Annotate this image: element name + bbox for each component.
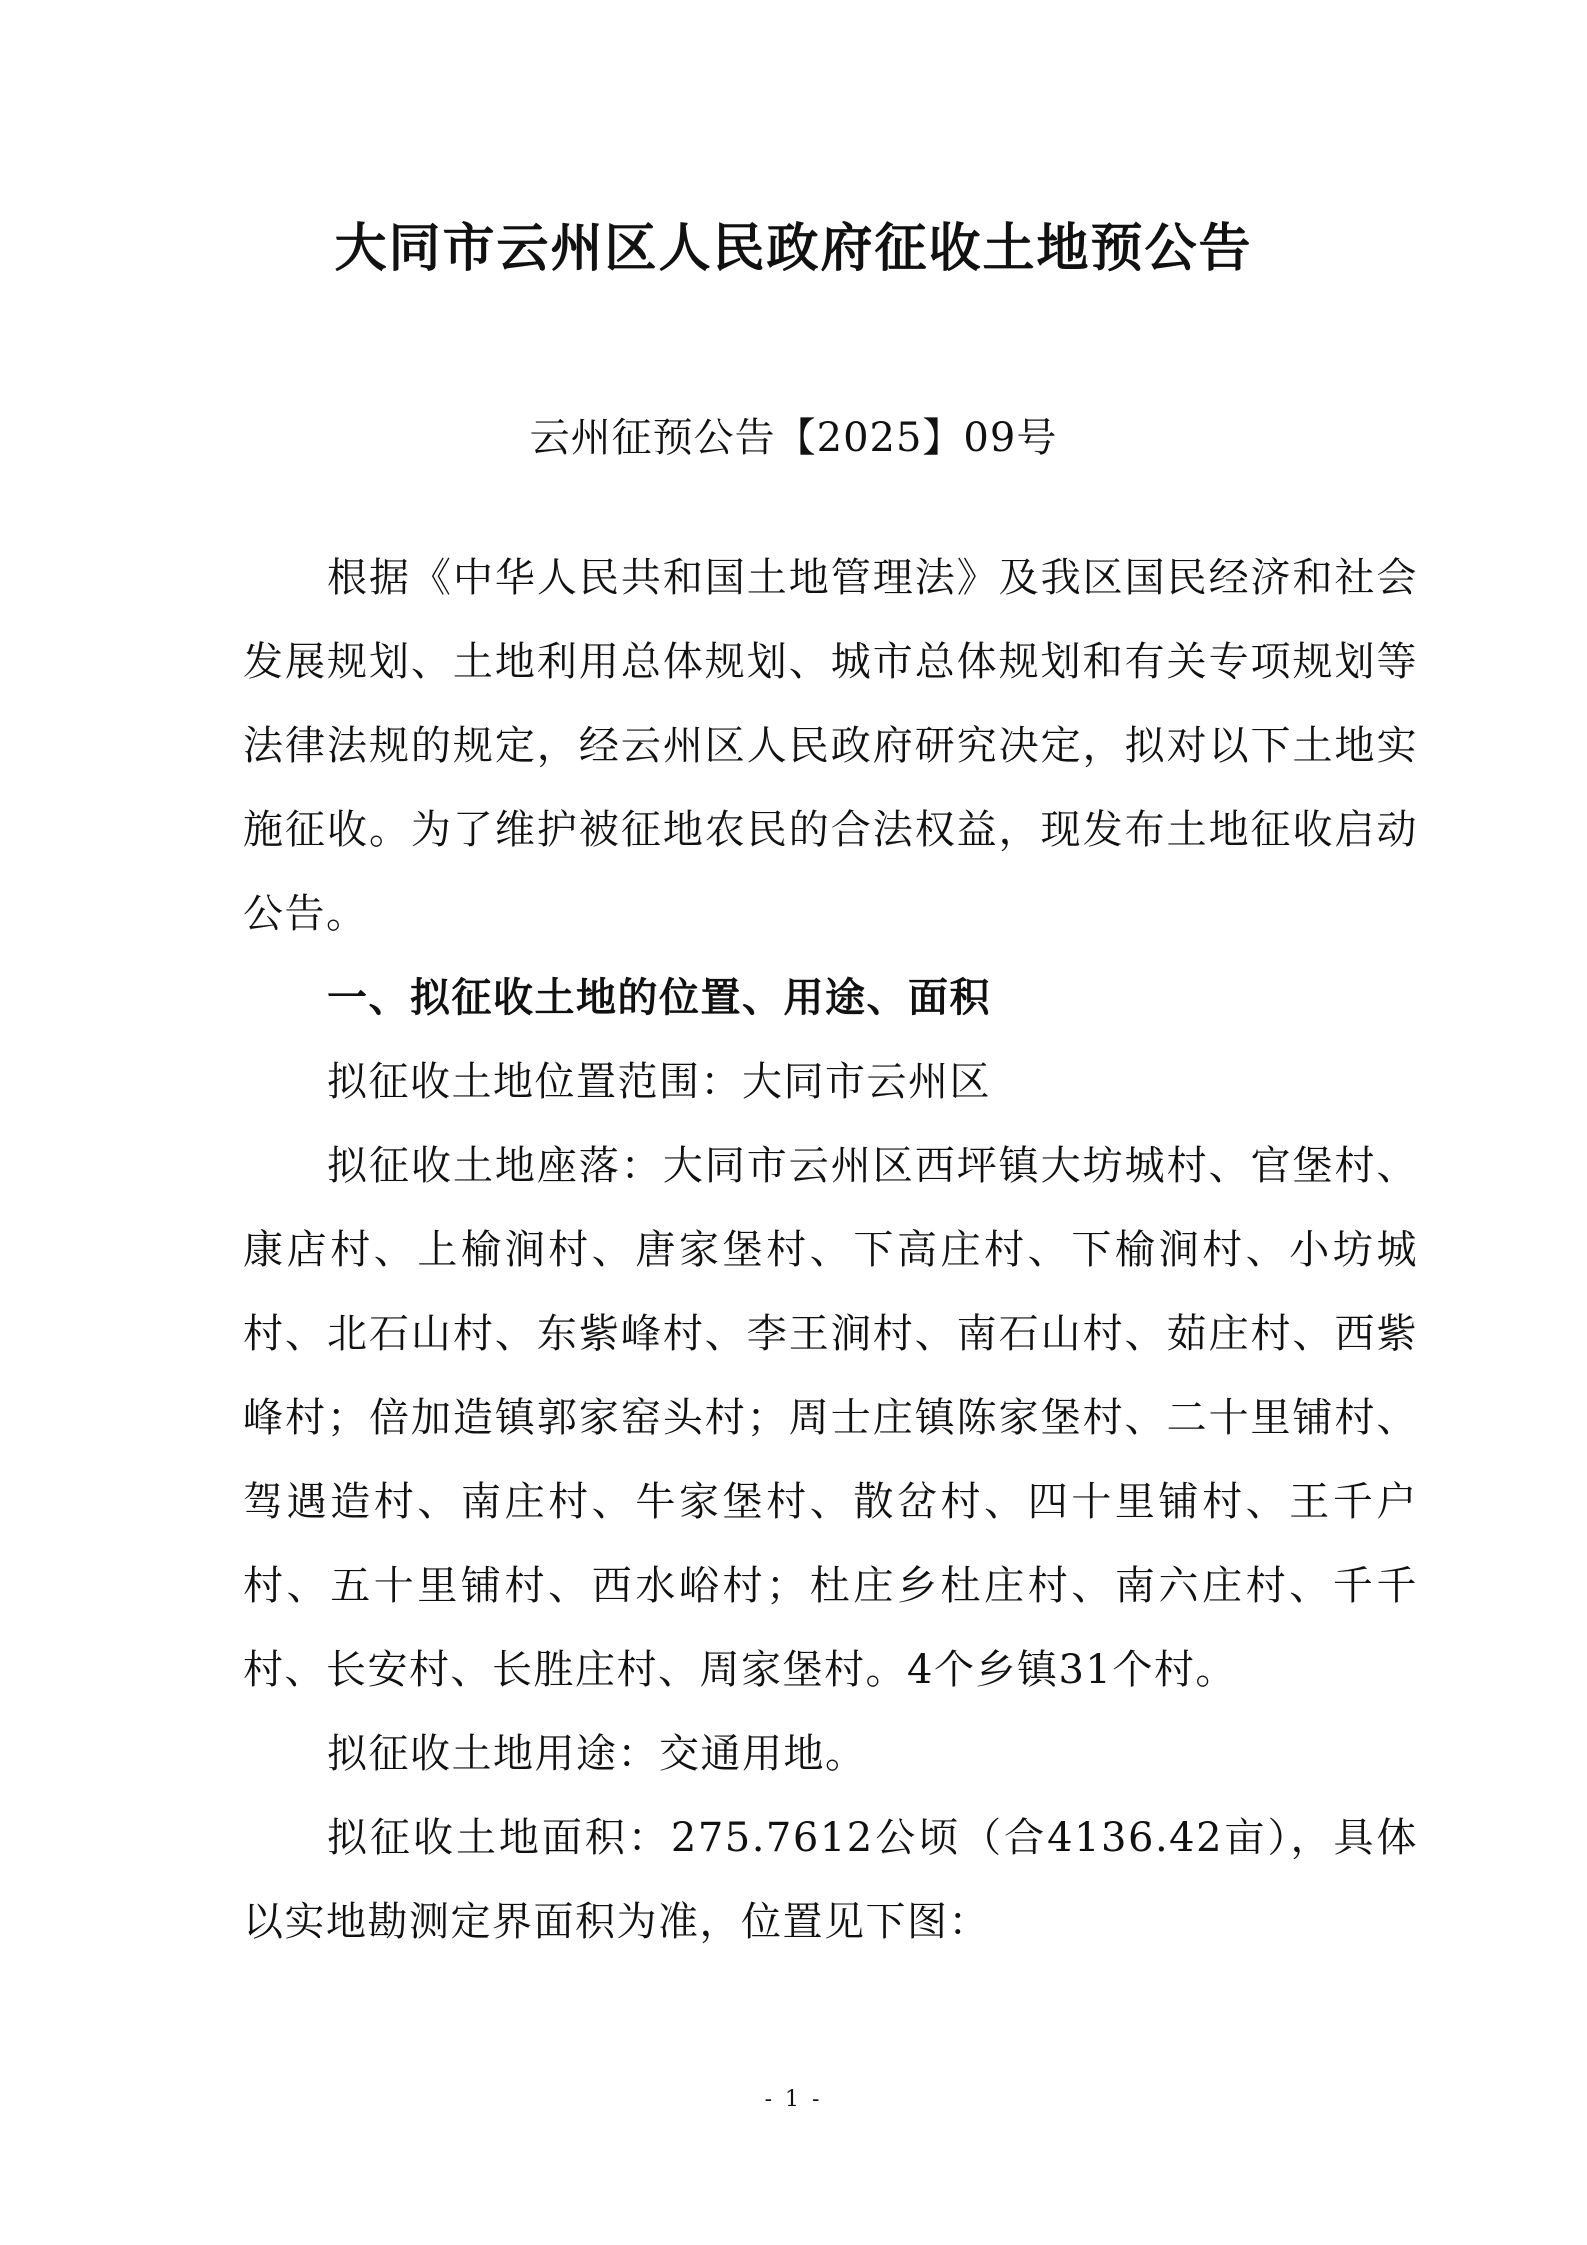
land-usage: 拟征收土地用途：交通用地。 [327,1731,867,1777]
document-body [243,536,1418,1964]
page-number: - 1 - [764,2087,823,2112]
land-site-list: 拟征收土地座落：大同市云州区西坪镇大坊城村、官堡村、康店村、上榆涧村、唐家堡村、下高庄村、下榆涧村、小坊城村、北石山村、东紫峰村、李王涧村、南石山村、茹庄村、西紫峰村；倍加造镇郭家窑头村；周士庄镇陈家堡村、二十里铺村、驾遇造村、南庄村、牛家堡村、散岔村、四十里铺村、王千户村、五十里铺村、西水峪村；杜庄乡杜庄村、南六庄村、千千村、长安村、长胜庄村、周家堡村。4个乡镇31个村。 [243,1143,1418,1693]
document-title: 大同市云州区人民政府征收土地预公告 [334,218,1253,279]
land-location-range: 拟征收土地位置范围：大同市云州区 [327,1059,991,1105]
document-number: 云州征预公告【2025】09号 [529,415,1058,461]
land-area: 拟征收土地面积：275.7612公顷（合4136.42亩），具体以实地勘测定界面积为准，位置见下图： [243,1815,1418,1945]
section-heading: 一、拟征收土地的位置、用途、面积 [327,974,991,1021]
intro-paragraph: 根据《中华人民共和国土地管理法》及我区国民经济和社会发展规划、土地利用总体规划、城市总体规划和有关专项规划等法律法规的规定，经云州区人民政府研究决定，拟对以下土地实施征收。为了维护被征地农民的合法权益，现发布土地征收启动公告。 [243,555,1418,937]
